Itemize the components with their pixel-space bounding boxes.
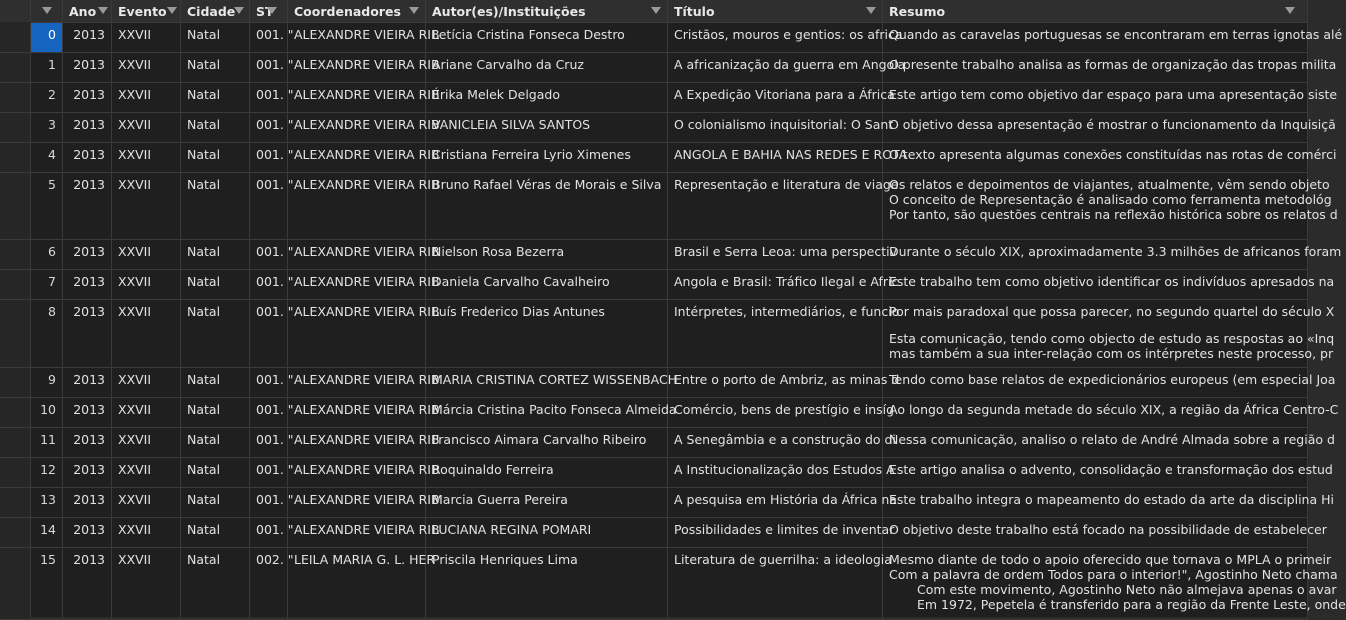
resumo-line: Esta comunicação, tendo como objecto de estudo as respostas ao «Inq [889, 331, 1335, 346]
cell-coordenadores[interactable]: ALEXANDRE VIEIRA RIB [288, 23, 426, 52]
cell-titulo[interactable]: Literatura de guerrilha: a ideologia [668, 548, 883, 619]
row-index[interactable]: 3 [31, 113, 63, 142]
cell-resumo[interactable] [883, 458, 1333, 487]
table-row[interactable] [0, 518, 1327, 548]
filter-dropdown-icon[interactable] [42, 7, 52, 14]
cell-ano[interactable]: 2013 [63, 488, 112, 517]
filter-dropdown-icon[interactable] [651, 7, 661, 14]
cell-titulo[interactable]: A Senegâmbia e a construção do di [668, 428, 883, 457]
table-row[interactable] [0, 240, 1342, 270]
header-evento-label: Evento [118, 3, 167, 19]
header-st-label: ST [256, 3, 274, 19]
cell-autor[interactable]: Bruno Rafael Véras de Morais e Silva [426, 173, 668, 239]
cell-coordenadores[interactable]: ALEXANDRE VIEIRA RIB [288, 368, 426, 397]
row-gutter-cell [0, 23, 31, 52]
cell-st[interactable]: 001. " [250, 428, 288, 457]
cell-autor[interactable]: Marcia Guerra Pereira [426, 488, 668, 517]
header-resumo-label: Resumo [889, 3, 946, 19]
resumo-line: Com este movimento, Agostinho Neto não almejava apenas o avar [917, 582, 1337, 597]
header-resumo[interactable] [883, 0, 1308, 22]
resumo-line: O texto apresenta algumas conexões constituídas nas rotas de comérci [889, 147, 1337, 162]
resumo-line: Por mais paradoxal que possa parecer, no segundo quartel do século X [889, 304, 1335, 319]
cell-coordenadores[interactable]: ALEXANDRE VIEIRA RIB [288, 518, 426, 547]
resumo-line: Em 1972, Pepetela é transferido para a região da Frente Leste, onde [917, 597, 1346, 612]
cell-st[interactable]: 001. " [250, 240, 288, 269]
cell-st[interactable]: 001. " [250, 143, 288, 172]
cell-resumo[interactable] [883, 398, 1339, 427]
cell-autor[interactable]: MARIA CRISTINA CORTEZ WISSENBACH [426, 368, 668, 397]
cell-ano[interactable]: 2013 [63, 368, 112, 397]
cell-titulo[interactable]: A pesquisa em História da África na [668, 488, 883, 517]
row-gutter-cell [0, 428, 31, 457]
cell-resumo[interactable] [883, 240, 1342, 269]
cell-cidade[interactable]: Natal [181, 428, 250, 457]
cell-evento[interactable]: XXVII [112, 173, 181, 239]
cell-ano[interactable]: 2013 [63, 83, 112, 112]
cell-ano[interactable]: 2013 [63, 428, 112, 457]
cell-ano[interactable]: 2013 [63, 53, 112, 82]
header-autores-label: Autor(es)/Instituições [432, 3, 586, 19]
cell-resumo[interactable] [883, 368, 1336, 397]
filter-dropdown-icon[interactable] [409, 7, 419, 14]
resumo-line: O objetivo dessa apresentação é mostrar o funcionamento da Inquisiçã [889, 117, 1336, 132]
row-index[interactable]: 2 [31, 83, 63, 112]
cell-coordenadores[interactable]: ALEXANDRE VIEIRA RIB [288, 428, 426, 457]
cell-evento[interactable]: XXVII [112, 458, 181, 487]
filter-dropdown-icon[interactable] [866, 7, 876, 14]
cell-evento[interactable]: XXVII [112, 270, 181, 299]
header-corner [0, 0, 31, 22]
table-row[interactable] [0, 368, 1336, 398]
resumo-line: Quando as caravelas portuguesas se encontraram em terras ignotas alé [889, 27, 1343, 42]
row-index[interactable]: 0 [31, 23, 63, 52]
table-row[interactable] [0, 300, 1335, 368]
cell-resumo[interactable] [883, 83, 1338, 112]
cell-evento[interactable]: XXVII [112, 240, 181, 269]
cell-titulo[interactable]: Intérpretes, intermediários, e funcio [668, 300, 883, 367]
cell-coordenadores[interactable]: ALEXANDRE VIEIRA RIB [288, 53, 426, 82]
resumo-line: Nessa comunicação, analiso o relato de André Almada sobre a região d [889, 432, 1335, 447]
cell-cidade[interactable]: Natal [181, 83, 250, 112]
table-row[interactable] [0, 398, 1339, 428]
header-titulo-label: Título [674, 3, 715, 19]
cell-coordenadores[interactable]: ALEXANDRE VIEIRA RIB [288, 240, 426, 269]
cell-resumo[interactable] [883, 300, 1335, 367]
cell-titulo[interactable]: Representação e literatura de viage [668, 173, 883, 239]
cell-titulo[interactable]: Cristãos, mouros e gentios: os africa [668, 23, 883, 52]
row-index[interactable]: 11 [31, 428, 63, 457]
table-row[interactable] [0, 548, 1346, 620]
row-gutter-cell [0, 300, 31, 367]
header-ano[interactable] [63, 0, 112, 22]
cell-st[interactable]: 001. " [250, 398, 288, 427]
header-ano-label: Ano [69, 3, 97, 19]
resumo-line: Este trabalho integra o mapeamento do estado da arte da disciplina Hi [889, 492, 1334, 507]
resumo-line: Este artigo analisa o advento, consolidação e transformação dos estud [889, 462, 1333, 477]
row-gutter-cell [0, 113, 31, 142]
cell-coordenadores[interactable]: LEILA MARIA G. L. HER [288, 548, 426, 619]
header-autores[interactable] [426, 0, 668, 22]
row-index[interactable]: 15 [31, 548, 63, 619]
cell-ano[interactable]: 2013 [63, 143, 112, 172]
cell-coordenadores[interactable]: ALEXANDRE VIEIRA RIB [288, 113, 426, 142]
cell-ano[interactable]: 2013 [63, 270, 112, 299]
resumo-line: Este trabalho tem como objetivo identificar os indivíduos apresados na [889, 274, 1335, 289]
cell-st[interactable]: 001. " [250, 270, 288, 299]
cell-cidade[interactable]: Natal [181, 53, 250, 82]
cell-evento[interactable]: XXVII [112, 518, 181, 547]
header-cidade[interactable] [181, 0, 250, 22]
cell-coordenadores[interactable]: ALEXANDRE VIEIRA RIB [288, 173, 426, 239]
resumo-line: O conceito de Representação é analisado como ferramenta metodológ [889, 192, 1332, 207]
header-cidade-label: Cidade [187, 3, 236, 19]
cell-autor[interactable]: Letícia Cristina Fonseca Destro [426, 23, 668, 52]
cell-ano[interactable]: 2013 [63, 23, 112, 52]
cell-st[interactable]: 001. " [250, 518, 288, 547]
filter-dropdown-icon[interactable] [98, 7, 108, 14]
table-row[interactable] [0, 53, 1337, 83]
cell-evento[interactable]: XXVII [112, 53, 181, 82]
cell-evento[interactable]: XXVII [112, 300, 181, 367]
header-evento[interactable] [112, 0, 181, 22]
cell-autor[interactable]: Márcia Cristina Pacito Fonseca Almeida [426, 398, 668, 427]
filter-dropdown-icon[interactable] [1285, 7, 1295, 14]
cell-ano[interactable]: 2013 [63, 113, 112, 142]
row-index[interactable]: 8 [31, 300, 63, 367]
resumo-line: mas também a sua inter-relação com os intérpretes neste processo, pr [889, 346, 1334, 361]
cell-coordenadores[interactable]: ALEXANDRE VIEIRA RIB [288, 488, 426, 517]
cell-evento[interactable]: XXVII [112, 83, 181, 112]
cell-st[interactable]: 001. " [250, 23, 288, 52]
cell-titulo[interactable]: ANGOLA E BAHIA NAS REDES E ROTA [668, 143, 883, 172]
cell-coordenadores[interactable]: ALEXANDRE VIEIRA RIB [288, 458, 426, 487]
cell-st[interactable]: 001. " [250, 458, 288, 487]
cell-st[interactable]: 001. " [250, 488, 288, 517]
table-row[interactable] [0, 23, 1343, 53]
row-index[interactable]: 7 [31, 270, 63, 299]
resumo-line: Ao longo da segunda metade do século XIX, a região da África Centro-C [889, 402, 1339, 417]
table-row[interactable] [0, 270, 1335, 300]
cell-evento[interactable]: XXVII [112, 143, 181, 172]
cell-resumo[interactable] [883, 143, 1337, 172]
cell-cidade[interactable]: Natal [181, 300, 250, 367]
cell-evento[interactable]: XXVII [112, 113, 181, 142]
cell-evento[interactable]: XXVII [112, 488, 181, 517]
cell-cidade[interactable]: Natal [181, 368, 250, 397]
filter-dropdown-icon[interactable] [234, 7, 244, 14]
cell-titulo[interactable]: Entre o porto de Ambriz, as minas d [668, 368, 883, 397]
resumo-line: Mesmo diante de todo o apoio oferecido que tornava o MPLA o primeir [889, 552, 1332, 567]
header-coordenadores[interactable] [288, 0, 426, 22]
cell-resumo[interactable] [883, 488, 1334, 517]
cell-ano[interactable]: 2013 [63, 240, 112, 269]
table-row[interactable] [0, 488, 1334, 518]
table-row[interactable] [0, 83, 1338, 113]
cell-ano[interactable]: 2013 [63, 173, 112, 239]
cell-resumo[interactable] [883, 428, 1335, 457]
row-index[interactable]: 4 [31, 143, 63, 172]
table-row[interactable] [0, 113, 1336, 143]
row-gutter-cell [0, 398, 31, 427]
row-gutter-cell [0, 143, 31, 172]
table-row[interactable] [0, 173, 1338, 240]
cell-autor[interactable]: Ariane Carvalho da Cruz [426, 53, 668, 82]
row-gutter-cell [0, 548, 31, 619]
cell-ano[interactable]: 2013 [63, 518, 112, 547]
filter-dropdown-icon[interactable] [167, 7, 177, 14]
row-gutter-cell [0, 458, 31, 487]
row-gutter-cell [0, 368, 31, 397]
cell-autor[interactable]: VANICLEIA SILVA SANTOS [426, 113, 668, 142]
header-titulo[interactable] [668, 0, 883, 22]
cell-titulo[interactable]: Comércio, bens de prestígio e insíg [668, 398, 883, 427]
row-index[interactable]: 9 [31, 368, 63, 397]
cell-cidade[interactable]: Natal [181, 173, 250, 239]
cell-cidade[interactable]: Natal [181, 143, 250, 172]
column-header-row [0, 0, 1308, 23]
resumo-line: Tendo como base relatos de expedicionários europeus (em especial Joa [889, 372, 1336, 387]
cell-resumo[interactable] [883, 270, 1335, 299]
row-index[interactable]: 5 [31, 173, 63, 239]
cell-cidade[interactable]: Natal [181, 113, 250, 142]
cell-cidade[interactable]: Natal [181, 458, 250, 487]
cell-resumo[interactable] [883, 53, 1337, 82]
cell-autor[interactable]: Daniela Carvalho Cavalheiro [426, 270, 668, 299]
cell-autor[interactable]: Luís Frederico Dias Antunes [426, 300, 668, 367]
cell-cidade[interactable]: Natal [181, 488, 250, 517]
cell-titulo[interactable]: Possibilidades e limites de inventar [668, 518, 883, 547]
cell-evento[interactable]: XXVII [112, 428, 181, 457]
cell-ano[interactable]: 2013 [63, 458, 112, 487]
cell-cidade[interactable]: Natal [181, 518, 250, 547]
cell-coordenadores[interactable]: ALEXANDRE VIEIRA RIB [288, 143, 426, 172]
row-index[interactable]: 10 [31, 398, 63, 427]
cell-cidade[interactable]: Natal [181, 23, 250, 52]
cell-coordenadores[interactable]: ALEXANDRE VIEIRA RIB [288, 300, 426, 367]
cell-ano[interactable]: 2013 [63, 398, 112, 427]
cell-coordenadores[interactable]: ALEXANDRE VIEIRA RIB [288, 83, 426, 112]
cell-evento[interactable]: XXVII [112, 368, 181, 397]
resumo-line: Este artigo tem como objetivo dar espaço para uma apresentação siste [889, 87, 1338, 102]
cell-autor[interactable]: Roquinaldo Ferreira [426, 458, 668, 487]
cell-st[interactable]: 001. " [250, 173, 288, 239]
cell-titulo[interactable]: O colonialismo inquisitorial: O Sant [668, 113, 883, 142]
cell-titulo[interactable]: A Expedição Vitoriana para a África [668, 83, 883, 112]
cell-evento[interactable]: XXVII [112, 398, 181, 427]
header-st[interactable] [250, 0, 288, 22]
cell-evento[interactable]: XXVII [112, 548, 181, 619]
cell-autor[interactable]: LUCIANA REGINA POMARI [426, 518, 668, 547]
cell-cidade[interactable]: Natal [181, 398, 250, 427]
cell-autor[interactable]: Francisco Aimara Carvalho Ribeiro [426, 428, 668, 457]
header-coordenadores-label: Coordenadores [294, 3, 401, 19]
resumo-line: O presente trabalho analisa as formas de organização das tropas milita [889, 57, 1337, 72]
cell-st[interactable]: 001. " [250, 113, 288, 142]
cell-autor[interactable]: Priscila Henriques Lima [426, 548, 668, 619]
cell-st[interactable]: 001. " [250, 83, 288, 112]
resumo-line: Durante o século XIX, aproximadamente 3.3 milhões de africanos foram [889, 244, 1342, 259]
cell-titulo[interactable]: A Institucionalização dos Estudos A [668, 458, 883, 487]
resumo-line [889, 319, 1301, 331]
row-gutter-cell [0, 83, 31, 112]
resumo-line: O objetivo deste trabalho está focado na possibilidade de estabelecer [889, 522, 1327, 537]
cell-titulo[interactable]: A africanização da guerra em Angola [668, 53, 883, 82]
filter-dropdown-icon[interactable] [267, 7, 277, 14]
cell-resumo[interactable] [883, 518, 1327, 547]
cell-resumo[interactable] [883, 23, 1343, 52]
row-index[interactable]: 6 [31, 240, 63, 269]
resumo-line: Os relatos e depoimentos de viajantes, atualmente, vêm sendo objeto [889, 177, 1330, 192]
row-index[interactable]: 12 [31, 458, 63, 487]
cell-st[interactable]: 001. " [250, 53, 288, 82]
cell-cidade[interactable]: Natal [181, 270, 250, 299]
cell-cidade[interactable]: Natal [181, 240, 250, 269]
row-gutter-cell [0, 488, 31, 517]
table-row[interactable] [0, 143, 1337, 173]
row-gutter-cell [0, 270, 31, 299]
cell-resumo[interactable] [883, 173, 1338, 239]
cell-autor[interactable]: Cristiana Ferreira Lyrio Ximenes [426, 143, 668, 172]
row-index[interactable]: 1 [31, 53, 63, 82]
row-index[interactable]: 13 [31, 488, 63, 517]
cell-evento[interactable]: XXVII [112, 23, 181, 52]
cell-cidade[interactable]: Natal [181, 548, 250, 619]
cell-titulo[interactable]: Brasil e Serra Leoa: uma perspectiv [668, 240, 883, 269]
resumo-line: Com a palavra de ordem Todos para o interior!", Agostinho Neto chama [889, 567, 1338, 582]
cell-autor[interactable]: Érika Melek Delgado [426, 83, 668, 112]
header-index[interactable] [31, 0, 63, 22]
cell-ano[interactable]: 2013 [63, 300, 112, 367]
cell-titulo[interactable]: Angola e Brasil: Tráfico Ilegal e Afric [668, 270, 883, 299]
row-gutter-cell [0, 518, 31, 547]
cell-coordenadores[interactable]: ALEXANDRE VIEIRA RIB [288, 398, 426, 427]
row-index[interactable]: 14 [31, 518, 63, 547]
resumo-line: Por tanto, são questões centrais na reflexão histórica sobre os relatos d [889, 207, 1338, 222]
cell-autor[interactable]: Nielson Rosa Bezerra [426, 240, 668, 269]
cell-st[interactable]: 001. " [250, 368, 288, 397]
cell-coordenadores[interactable]: ALEXANDRE VIEIRA RIB [288, 270, 426, 299]
table-row[interactable] [0, 428, 1335, 458]
row-gutter-cell [0, 173, 31, 239]
row-gutter-cell [0, 53, 31, 82]
cell-resumo[interactable] [883, 113, 1336, 142]
cell-st[interactable]: 001. " [250, 300, 288, 367]
cell-ano[interactable]: 2013 [63, 548, 112, 619]
row-gutter-cell [0, 240, 31, 269]
cell-resumo[interactable] [883, 548, 1346, 619]
table-row[interactable] [0, 458, 1333, 488]
cell-st[interactable]: 002. " [250, 548, 288, 619]
